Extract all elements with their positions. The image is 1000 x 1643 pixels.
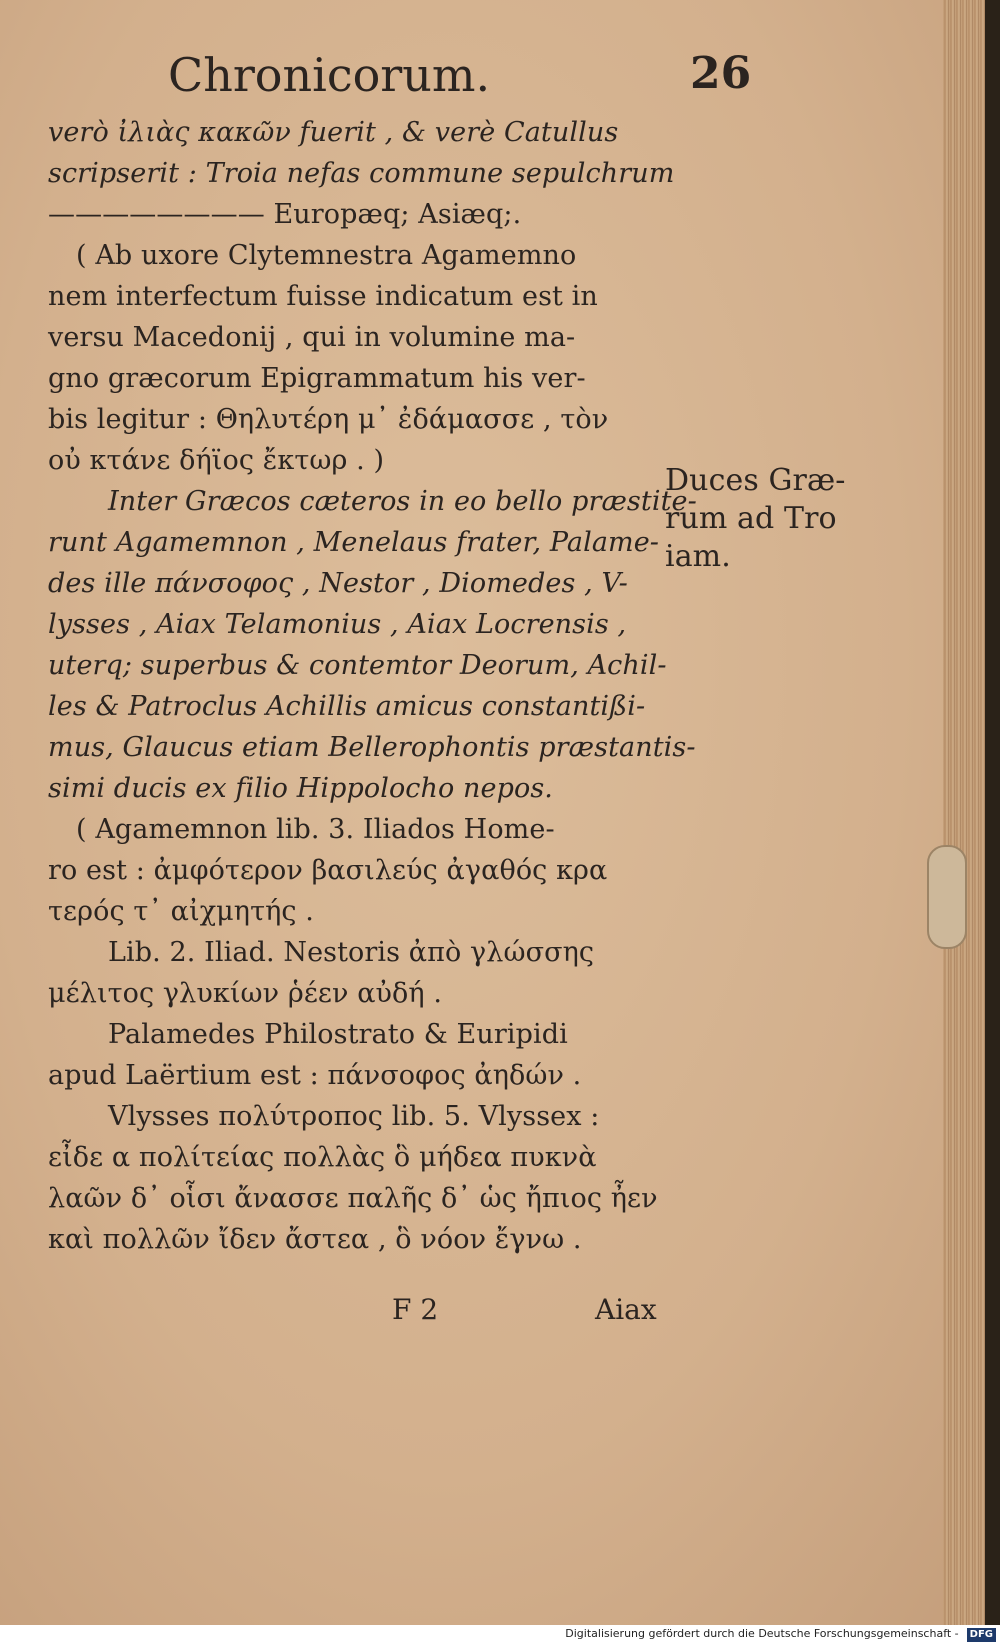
text-line: mus, Glaucus etiam Bellerophontis præstantis-: [48, 732, 696, 763]
text-line: les & Patroclus Achillis amicus constantißi-: [48, 691, 646, 722]
text-line: versu Macedonij , qui in volumine ma-: [48, 322, 576, 353]
text-line: verò ἰλιὰς κακῶν fuerit , & verè Catullus: [48, 117, 619, 148]
text-line: nem interfectum fuisse indicatum est in: [48, 281, 598, 312]
book-clasp: [927, 845, 967, 949]
text-line: Lib. 2. Iliad. Nestoris ἀπὸ γλώσσης: [108, 937, 595, 968]
marginal-note-line: iam.: [665, 539, 731, 574]
text-line: Vlysses πολύτροπος lib. 5. Vlyssex :: [108, 1101, 600, 1132]
text-line: οὐ κτάνε δήϊος ἔκτωρ . ): [48, 445, 385, 476]
text-line: bis legitur : Θηλυτέρη μ᾽ ἐδάμασσε , τὸν: [48, 404, 609, 435]
text-line: simi ducis ex filio Hippolocho nepos.: [48, 773, 553, 804]
text-line: runt Agamemnon , Menelaus frater, Palame-: [48, 527, 660, 558]
text-line: Inter Græcos cæteros in eo bello præstite-: [108, 486, 697, 517]
catchword: Aiax: [595, 1293, 657, 1326]
marginal-note-line: Duces Græ-: [665, 463, 846, 498]
text-line: lysses , Aiax Telamonius , Aiax Locrensis ,: [48, 609, 627, 640]
text-line: καὶ πολλῶν ἴδεν ἄστεα , ὃ νόον ἔγνω .: [48, 1224, 582, 1255]
text-line: scripserit : Troia nefas commune sepulchrum: [48, 158, 675, 189]
footer-credit: Digitalisierung gefördert durch die Deutsche Forschungsgemeinschaft -: [565, 1627, 959, 1640]
text-line: τερός τ᾽ αἰχμητής .: [48, 896, 314, 927]
text-line: λαῶν δ᾽ οἷσι ἄνασσε παλῆς δ᾽ ὡς ἤπιος ἦεν: [48, 1183, 658, 1214]
text-line: ( Agamemnon lib. 3. Iliados Home-: [76, 814, 555, 845]
text-line: Palamedes Philostrato & Euripidi: [108, 1019, 568, 1050]
marginal-note-line: rum ad Tro: [665, 501, 837, 536]
folio-number: 26: [690, 48, 752, 99]
text-line: μέλιτος γλυκίων ῥέεν αὐδή .: [48, 978, 443, 1009]
page-edges: [943, 0, 985, 1625]
text-line: ro est : ἀμφότερον βασιλεύς ἀγαθός κρα: [48, 855, 608, 886]
dfg-logo: DFG: [967, 1628, 996, 1642]
text-line: ———————— Europæq; Asiæq;.: [48, 199, 522, 230]
running-head: Chronicorum.: [168, 48, 491, 102]
text-block: [48, 112, 697, 1260]
text-line: gno græcorum Epigrammatum his ver-: [48, 363, 586, 394]
digitization-footer: [0, 1625, 1000, 1643]
text-line: uterq; superbus & contemtor Deorum, Achil-: [48, 650, 667, 681]
text-line: εἶδε α πολίτείας πολλὰς ὃ μήδεα πυκνὰ: [48, 1142, 597, 1173]
signature-mark: F 2: [392, 1293, 439, 1326]
text-line: ( Ab uxore Clytemnestra Agamemno: [76, 240, 577, 271]
text-line: apud Laërtium est : πάνσοφος ἀηδών .: [48, 1060, 582, 1091]
marginal-note: [665, 462, 846, 576]
text-line: des ille πάνσοφος , Nestor , Diomedes , V-: [48, 568, 628, 599]
